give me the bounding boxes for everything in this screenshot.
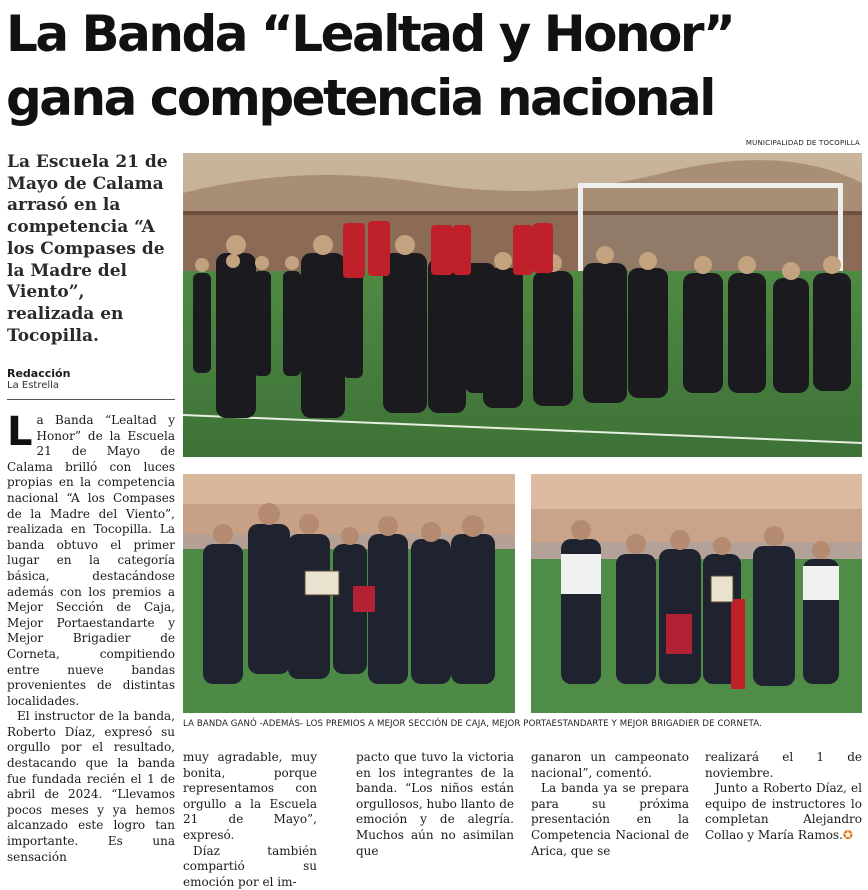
paragraph-1: La Banda “Lealtad y Honor” de la Escuela 21 de Mayo de Calama brilló con luces propias en la competencia nacional “A los Compases de la Madre del Viento”, realizada en Tocopilla. La banda obtuvo el primer lugar en la categoría básica, destacándose además con los premios a Mejor Sección de Caja, Mejor Portaestandarte y Mejor Brigadier de Corneta, compitiendo entre nueve bandas provenientes de distintas localidades.	[7, 409, 175, 708]
byline: Redacción	[7, 367, 71, 380]
body-column-3: pacto que tuvo la victoria en los integrantes de la banda. “Los niños están orgullosos, hubo llanto de emoción y de alegría. Muchos aún no asimilan que	[356, 750, 514, 858]
main-photo	[183, 153, 862, 457]
left-photo	[183, 474, 515, 713]
source: La Estrella	[7, 380, 60, 391]
photo-credit: MUNICIPALIDAD DE TOCOPILLA	[745, 139, 860, 147]
dropcap: L	[7, 409, 33, 455]
body-column-1	[7, 409, 175, 865]
divider	[7, 399, 175, 400]
end-mark-icon: ✪	[842, 827, 853, 842]
body-column-5: realizará el 1 de noviembre. Junto a Roberto Díaz, el equipo de instructores lo completan Alejandro Collao y María Ramos.✪	[705, 750, 862, 842]
paragraph-2: El instructor de la banda, Roberto Díaz, expresó su orgullo por el resultado, destacando que la banda fue fundada recién el 1 de abril de 2024. “Llevamos pocos meses y ya hemos alcanzado este logro tan importante. Es una sensación	[7, 709, 175, 864]
headline: La Banda “Lealtad y Honor” gana competencia nacional	[6, 5, 734, 127]
lede: La Escuela 21 de Mayo de Calama arrasó en la competencia “A los Compases de la Madre del Viento”, realizada en Tocopilla.	[7, 152, 168, 346]
body-column-4: ganaron un campeonato nacional”, comentó. La banda ya se prepara para su próxima presentación en la Competencia Nacional de Arica, que se	[531, 750, 689, 858]
right-photo	[531, 474, 862, 713]
photo-caption: LA BANDA GANÓ -ADEMÁS- LOS PREMIOS A MEJOR SECCIÓN DE CAJA, MEJOR PORTAESTANDARTE Y MEJOR BRIGADIER DE CORNETA.	[183, 719, 762, 729]
body-column-2: muy agradable, muy bonita, porque representamos con orgullo a la Escuela 21 de Mayo”, expresó. Díaz también compartió su emoción por el im-	[183, 750, 317, 889]
